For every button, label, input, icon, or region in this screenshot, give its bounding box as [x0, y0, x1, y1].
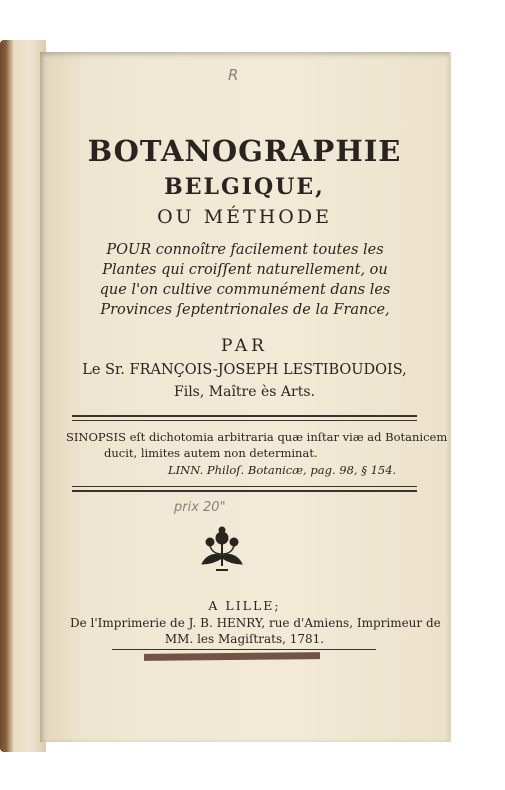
floral-ornament-icon: [196, 526, 248, 574]
author-name: Le Sr. FRANÇOIS-JOSEPH LESTIBOUDOIS,: [82, 362, 407, 378]
epigraph-line-1: SINOPSIS eſt dichotomia arbitraria quæ inſtar viæ ad Botanicem: [66, 430, 448, 444]
epigraph-citation: LINN. Philoſ. Botanicæ, pag. 98, § 154.: [168, 463, 397, 477]
description-line-4: Provinces ſeptentrionales de la France,: [100, 302, 390, 318]
rule-bottom-thick: [72, 490, 417, 492]
rule-bottom-thin: [72, 486, 417, 487]
pencil-annotation-r: R: [228, 66, 239, 84]
rule-top-thin: [72, 420, 417, 421]
title-page: [40, 52, 451, 742]
description-line-1: POUR connoître facilement toutes les: [106, 242, 384, 258]
description-line-2: Plantes qui croiſſent naturellement, ou: [102, 262, 388, 278]
title-line-2: BELGIQUE,: [164, 174, 325, 200]
ink-strike-mark: [144, 652, 320, 661]
byline-par: PAR: [221, 336, 268, 356]
imprint-line-1: De l'Imprimerie de J. B. HENRY, rue d'Amiens, Imprimeur de: [70, 616, 441, 630]
title-line-1: BOTANOGRAPHIE: [87, 134, 402, 168]
rule-top-thick: [72, 415, 417, 417]
imprint-rule: [112, 649, 376, 650]
pencil-annotation-price: prix 20": [174, 500, 226, 515]
epigraph-line-2: ducit, limites autem non determinat.: [104, 446, 318, 460]
description-line-3: que l'on cultive communément dans les: [99, 282, 391, 298]
imprint-city: A LILLE;: [208, 598, 281, 613]
title-line-3: OU MÉTHODE: [157, 206, 332, 228]
imprint-line-2: MM. les Magiſtrats, 1781.: [164, 632, 325, 646]
author-title: Fils, Maître ès Arts.: [174, 384, 315, 400]
